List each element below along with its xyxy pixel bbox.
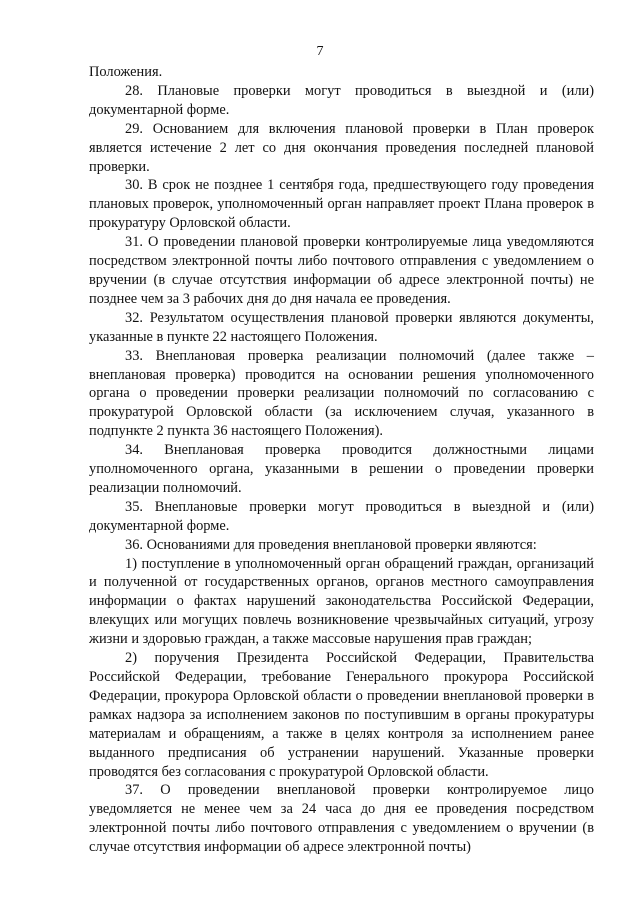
- document-body: [89, 63, 594, 857]
- paragraph-33: 33. Внеплановая проверка реализации полномочий (далее также – внеплановая проверка) проводится на основании решения уполномоченного органа о проведении проверки реализации полномочий по согласованию с прокуратурой Орловской области (за исключением случая, указанного в подпункте 2 пункта 36 настоящего Положения).: [89, 347, 594, 440]
- paragraph-continuation: Положения.: [89, 64, 163, 80]
- paragraph-28: 28. Плановые проверки могут проводиться в выездной и (или) документарной форме.: [89, 82, 594, 118]
- paragraph-30: 30. В срок не позднее 1 сентября года, предшествующего году проведения плановых проверок, уполномоченный орган направляет проект Плана проверок в прокуратуру Орловской области.: [89, 177, 594, 232]
- paragraph-35: 35. Внеплановые проверки могут проводиться в выездной и (или) документарной форме.: [89, 498, 594, 534]
- paragraph-31: 31. О проведении плановой проверки контролируемые лица уведомляются посредством электронной почты либо почтового отправления с уведомлением о вручении (в случае отсутствия информации об адресе электронной почты) не позднее чем за 3 рабочих дня до дня начала ее проведения.: [89, 234, 594, 307]
- paragraph-32: 32. Результатом осуществления плановой проверки являются документы, указанные в пункте 22 настоящего Положения.: [89, 309, 594, 345]
- paragraph-29: 29. Основанием для включения плановой проверки в План проверок является истечение 2 лет со дня окончания проведения последней плановой проверки.: [89, 120, 594, 175]
- paragraph-36: 36. Основаниями для проведения внеплановой проверки являются:: [125, 536, 537, 553]
- paragraph-37: 37. О проведении внеплановой проверки контролируемое лицо уведомляется не менее чем за 24 часа до дня ее проведения посредством электронной почты либо почтового отправления с уведомлением о вручении (в случае отсутствия информации об адресе электронной почты): [89, 782, 594, 856]
- paragraph-36-item-2: 2) поручения Президента Российской Федерации, Правительства Российской Федерации, требование Генерального прокурора Российской Федерации, прокурора Орловской области о проведении внеплановой проверки в рамках надзора за исполнением законов по поступившим в органы прокуратуры материалам и обращениям, а также в целях контроля за исполнением ранее выданного предписания об устранении нарушений. Указанные проверки проводятся без согласования с прокуратурой Орловской области.: [89, 650, 594, 780]
- paragraph-34: 34. Внеплановая проверка проводится должностными лицами уполномоченного органа, указанными в решении о проведении проверки реализации полномочий.: [89, 442, 594, 496]
- paragraph-36-item-1: 1) поступление в уполномоченный орган обращений граждан, организаций и полученной от государственных органов, органов местного самоуправления информации о фактах нарушений законодательства Российской Федерации, влекущих или могущих повлечь возникновение чрезвычайных ситуаций, угрозу жизни и здоровью граждан, а также массовые нарушения прав граждан;: [89, 555, 594, 648]
- page-number: 7: [316, 44, 324, 59]
